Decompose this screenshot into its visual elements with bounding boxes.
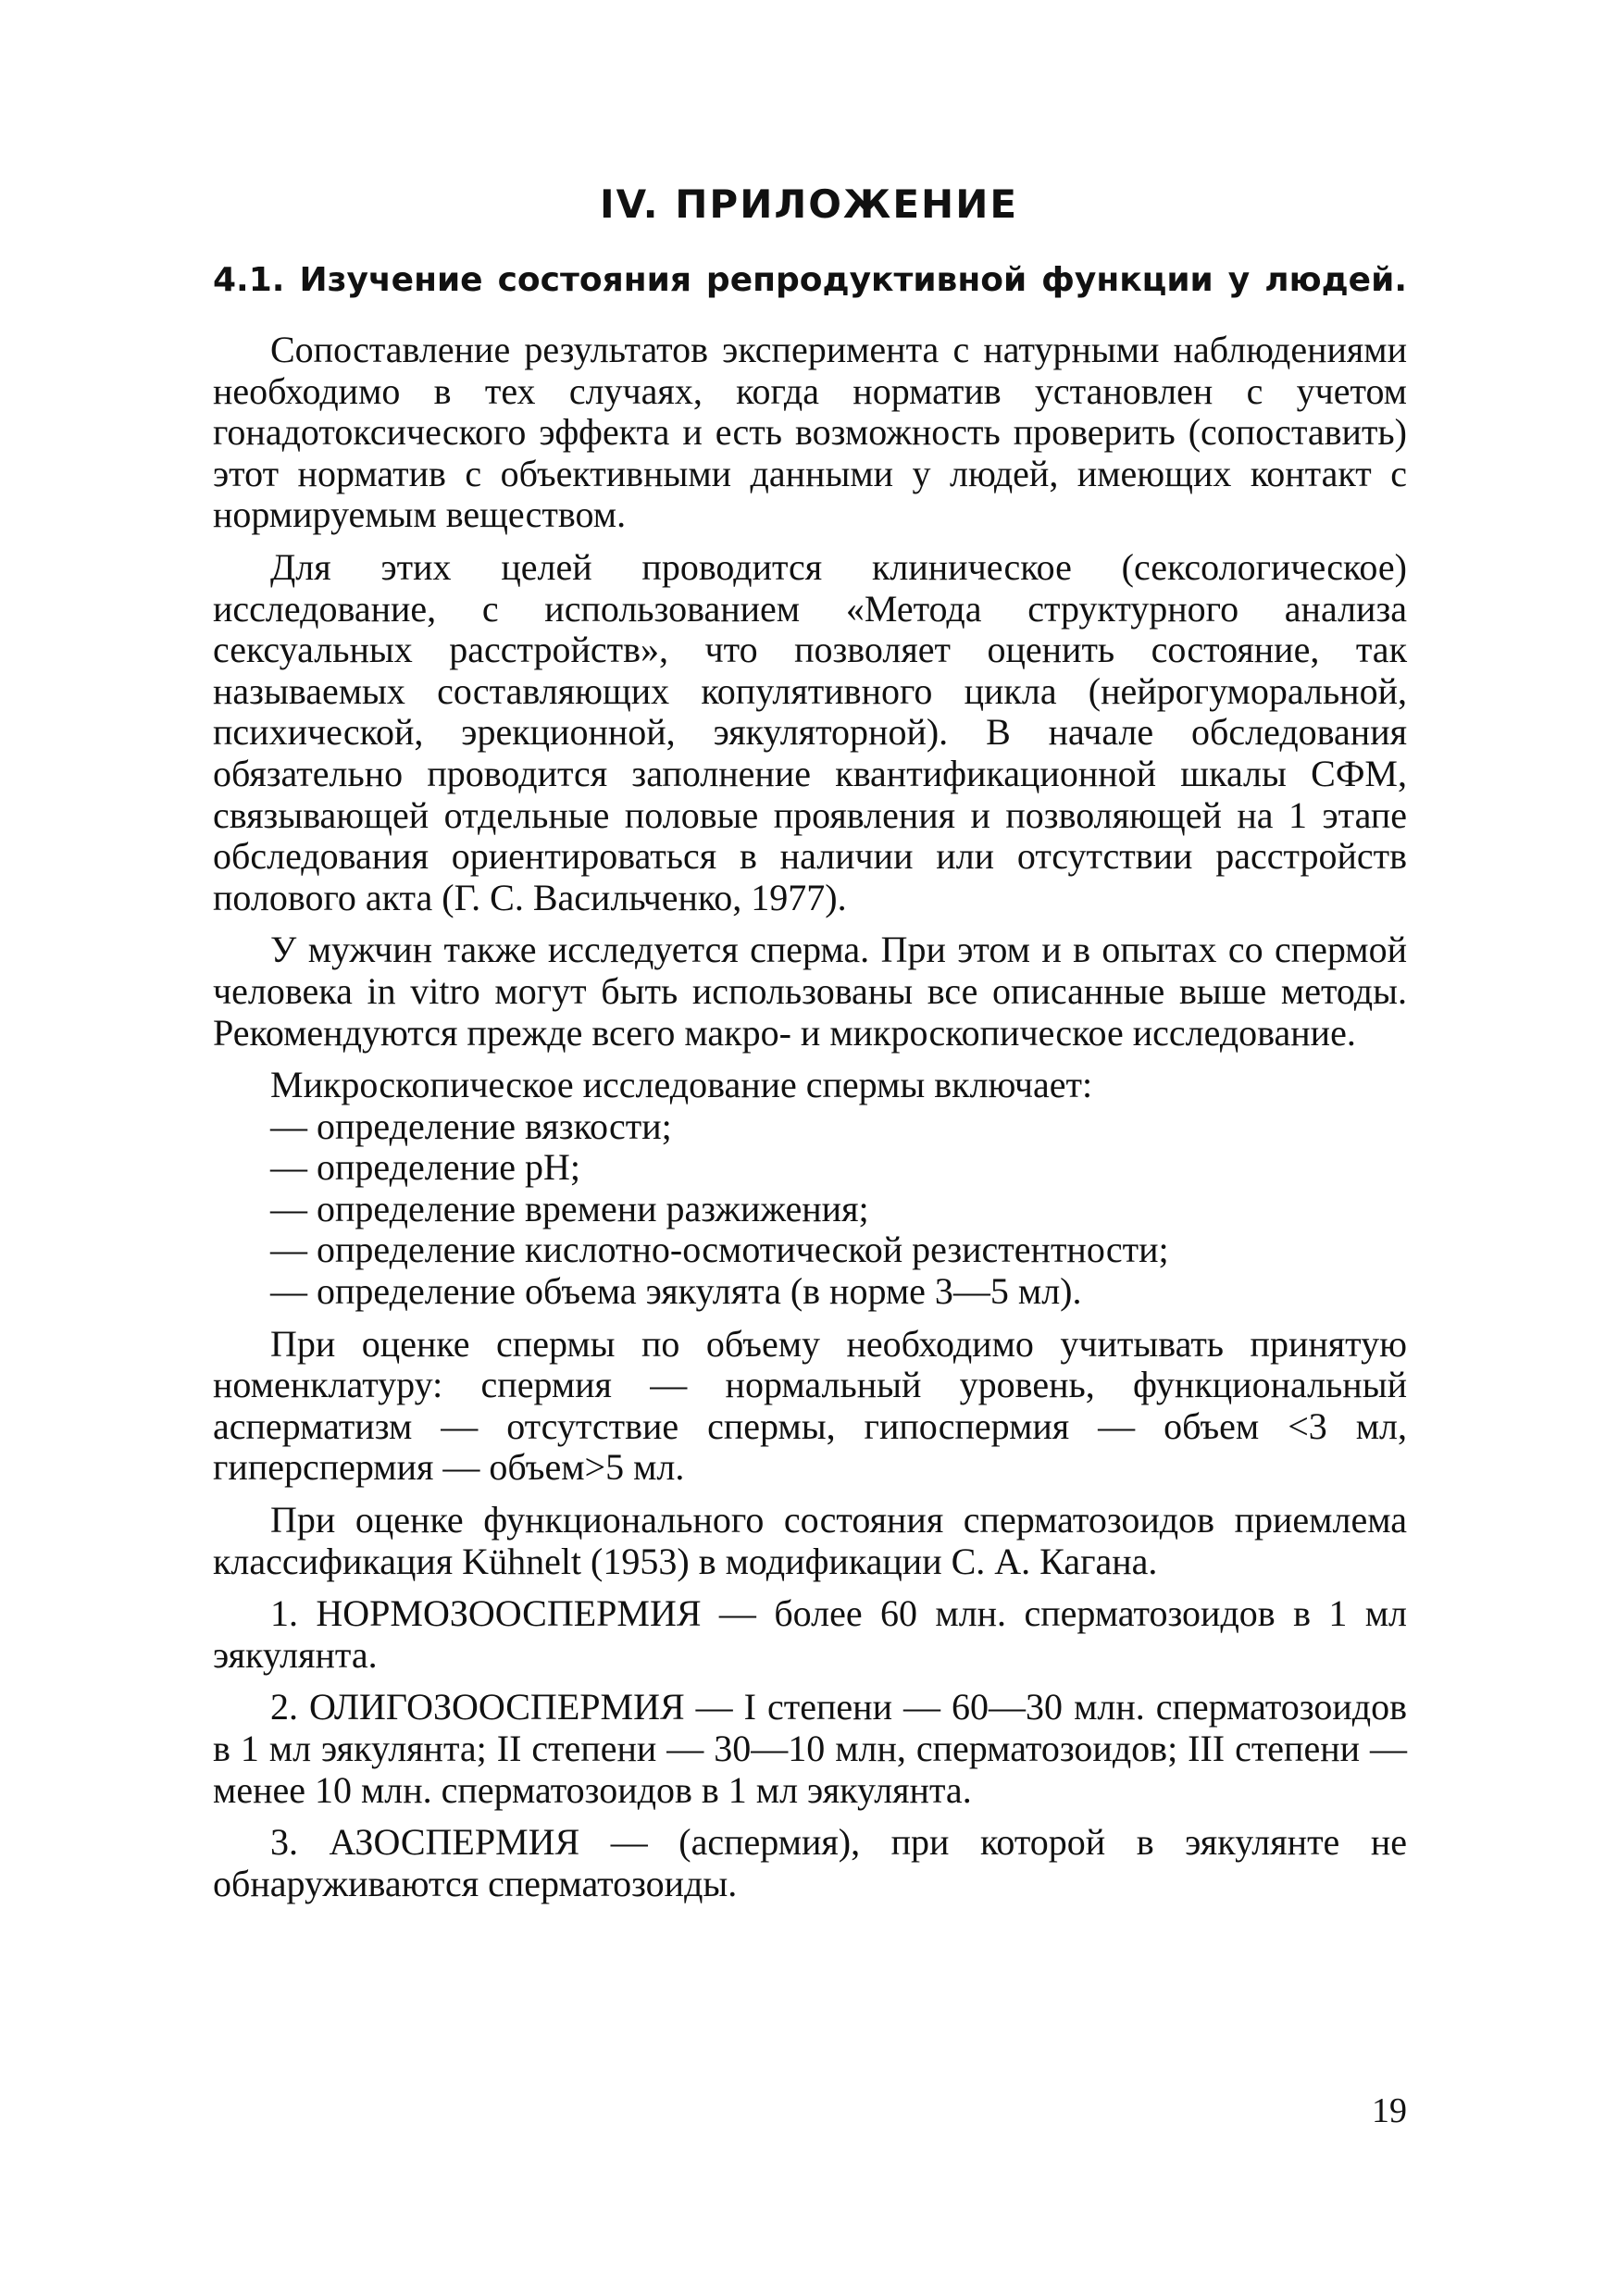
paragraph: 1. НОРМОЗООСПЕРМИЯ — более 60 млн. сперматозоидов в 1 мл эякулянта. <box>213 1592 1407 1676</box>
list-item: — определение вязкости; <box>270 1104 672 1147</box>
paragraph: У мужчин также исследуется сперма. При этом и в опытах со спермой человека in vitro могут быть использованы все описанные выше методы. Рекомендуются прежде всего макро- и микроскопическое исследование. <box>213 929 1407 1054</box>
list-item: — определение кислотно-осмотической резистентности; <box>270 1229 1169 1271</box>
microscopy-list <box>213 1106 1407 1313</box>
list-item: — определение времени разжижения; <box>270 1187 869 1229</box>
chapter-title: IV. ПРИЛОЖЕНИЕ <box>599 181 1019 227</box>
paragraph: Сопоставление результатов эксперимента с натурными наблюдениями необходимо в тех случаях, когда норматив установлен с учетом гонадотоксического эффекта и есть возможность проверить (сопоставить) этот норматив с объективными данными у людей, имеющих контакт с нормируемым веществом. <box>213 329 1407 536</box>
list-item: — определение объема эякулята (в норме 3—5 мл). <box>270 1270 1082 1313</box>
paragraph: 3. АЗОСПЕРМИЯ — (аспермия), при которой в эякулянте не обнаруживаются сперматозоиды. <box>213 1821 1407 1904</box>
paragraph: 2. ОЛИГОЗООСПЕРМИЯ — I степени — 60—30 млн. сперматозоидов в 1 мл эякулянта; II степени — 30—10 млн, сперматозоидов; III степени — менее 10 млн. сперматозоидов в 1 мл эякулянта. <box>213 1686 1407 1811</box>
paragraph: Для этих целей проводится клиническое (сексологическое) исследование, с использованием «Метода структурного анализа сексуальных расстройств», что позволяет оценить состояние, так называемых составляющих копулятивного цикла (нейрогуморальной, психической, эрекционной, эякуляторной). В начале обследования обязательно проводится заполнение квантификационной шкалы СФМ, связывающей отдельные половые проявления и позволяющей на 1 этапе обследования ориентироваться в наличии или отсутствии расстройств полового акта (Г. С. Васильченко, 1977). <box>213 545 1407 918</box>
paragraph: При оценке спермы по объему необходимо учитывать принятую номенклатуру: спермия — нормальный уровень, функциональный асперматизм — отсутствие спермы, гипоспермия — объем <3 мл, гиперспермия — объем>5 мл. <box>213 1322 1407 1489</box>
section-title: 4.1. Изучение состояния репродуктивной функции у людей. <box>213 261 1407 299</box>
page-number: 19 <box>1372 2091 1407 2130</box>
paragraph: При оценке функционального состояния сперматозоидов приемлема классификация Kühnelt (1953) в модификации С. А. Кагана. <box>213 1499 1407 1582</box>
paragraph: Микроскопическое исследование спермы включает: <box>270 1064 1093 1106</box>
list-item: — определение pH; <box>270 1146 581 1189</box>
body-text <box>213 330 1407 1915</box>
